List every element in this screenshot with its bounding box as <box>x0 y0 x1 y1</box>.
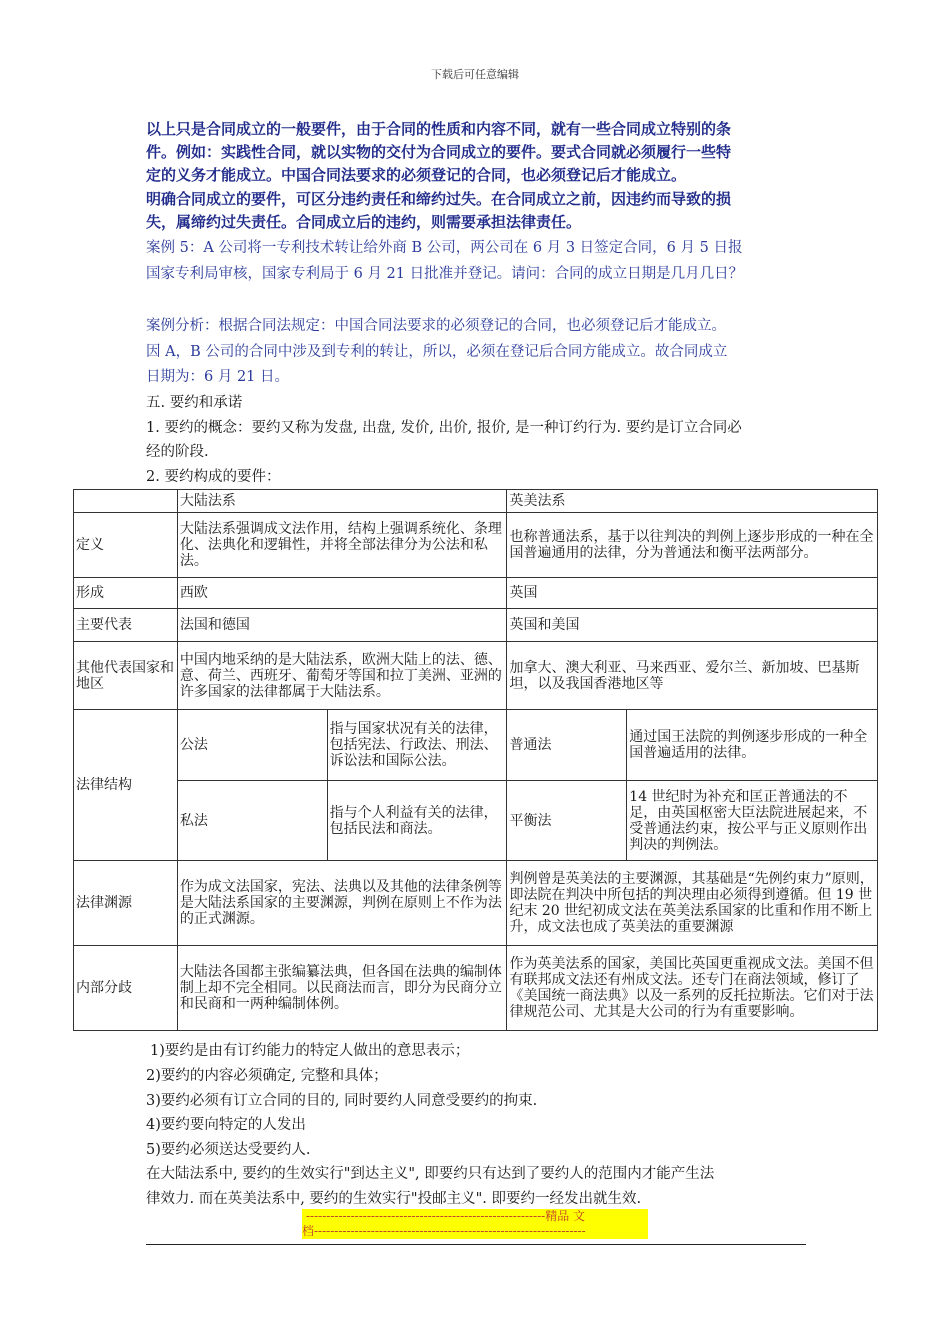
closing-line-1: 在大陆法系中, 要约的生效实行"到达主义", 即要约只有达到了要约人的范围内才能产生法 <box>146 1166 715 1182</box>
row-label-formation: 形成 <box>74 578 178 609</box>
analysis-line-2: 因 A，B 公司的合同中涉及到专利的转让，所以，必须在登记后合同方能成立。故合同成立 <box>146 344 728 360</box>
intro-line-3: 定的义务才能成立。中国合同法要求的必须登记的合同，也必须登记后才能成立。 <box>146 166 687 184</box>
definition-anglo: 也称普通法系，基于以往判决的判例上逐步形成的一种在全国普遍通用的法律，分为普通法和衡平法两部分。 <box>507 513 878 578</box>
analysis-line-1: 案例分析：根据合同法规定：中国合同法要求的必须登记的合同，也必须登记后才能成立。 <box>146 318 726 334</box>
item2: 2. 要约构成的要件： <box>146 469 281 485</box>
item1-line-1: 1. 要约的概念：要约又称为发盘, 出盘, 发价, 出价, 报价, 是一种订约行为. 要约是订立合同必 <box>146 420 742 436</box>
common-law-label: 普通法 <box>507 710 627 781</box>
closing-line-2: 律效力. 而在英美法系中, 要约的生效实行"投邮主义". 即要约一经发出就生效. <box>146 1191 642 1207</box>
table-row <box>74 490 878 513</box>
analysis-line-3: 日期为：6 月 21 日。 <box>146 369 290 385</box>
equity-desc: 14 世纪时为补充和匡正普通法的不足，由英国枢密大臣法院进展起来，不受普通法约束，按公平与正义原则作出判决的判例法。 <box>627 781 878 861</box>
table-row <box>74 946 878 1031</box>
row-label-divergence: 内部分歧 <box>74 946 178 1031</box>
intro-line-1: 以上只是合同成立的一般要件，由于合同的性质和内容不同，就有一些合同成立特别的条 <box>146 120 732 138</box>
divergence-anglo: 作为英美法系的国家，美国比英国更重视成文法。美国不但有联邦成文法还有州成文法。还专门在商法领域，修订了《美国统一商法典》以及一系列的反托拉斯法。它们对于法律规范公司、尤其是大公司的行为有重要影响。 <box>507 946 878 1031</box>
table-row <box>74 710 878 781</box>
private-law-label: 私法 <box>177 781 327 861</box>
row-label-definition: 定义 <box>74 513 178 578</box>
header-continental: 大陆法系 <box>177 490 507 513</box>
header-anglo: 英美法系 <box>507 490 878 513</box>
table-row <box>74 781 878 861</box>
divergence-continental: 大陆法各国都主张编纂法典，但各国在法典的编制体制上却不完全相同。以民商法而言，即分为民商分立和民商和一两种编制体例。 <box>177 946 507 1031</box>
footer-line-1: -----------------------------------------------------------精品 文 <box>306 1209 586 1223</box>
row-label-representatives: 主要代表 <box>74 609 178 642</box>
footer-divider <box>146 1244 806 1245</box>
public-law-label: 公法 <box>177 710 327 781</box>
row-label-other-countries: 其他代表国家和地区 <box>74 642 178 710</box>
intro-line-5: 失，属缔约过失责任。合同成立后的违约，则需要承担法律责任。 <box>146 213 582 231</box>
other-continental: 中国内地采纳的是大陆法系，欧洲大陆上的法、德、意、荷兰、西班牙、葡萄牙等国和拉丁美洲、亚洲的许多国家的法律都属于大陆法系。 <box>177 642 507 710</box>
formation-continental: 西欧 <box>177 578 507 609</box>
requirement-4: 4)要约要向特定的人发出 <box>146 1117 306 1133</box>
table-row <box>74 609 878 642</box>
table-row <box>74 513 878 578</box>
intro-line-4: 明确合同成立的要件，可区分违约责任和缔约过失。在合同成立之前，因违约而导致的损 <box>146 190 732 208</box>
case5-line-1: 案例 5：A 公司将一专利技术转让给外商 B 公司，两公司在 6 月 3 日签定合同，6 月 5 日报 <box>146 240 743 256</box>
item1-line-2: 经的阶段. <box>146 444 209 460</box>
footer-line-2: 档------------------------------------------------------------------- <box>302 1224 586 1238</box>
representatives-continental: 法国和德国 <box>177 609 507 642</box>
equity-label: 平衡法 <box>507 781 627 861</box>
other-anglo: 加拿大、澳大利亚、马来西亚、爱尔兰、新加坡、巴基斯坦，以及我国香港地区等 <box>507 642 878 710</box>
footer-banner <box>302 1209 648 1239</box>
requirement-1: 1)要约是由有订约能力的特定人做出的意思表示； <box>150 1043 470 1059</box>
law-system-table <box>73 489 878 1031</box>
section-title: 五. 要约和承诺 <box>146 395 243 411</box>
page-header: 下载后可任意编辑 <box>431 68 519 81</box>
intro-line-2: 件。例如：实践性合同，就以实物的交付为合同成立的要件。要式合同就必须履行一些特 <box>146 143 732 161</box>
table-row <box>74 642 878 710</box>
requirement-2: 2)要约的内容必须确定, 完整和具体； <box>146 1068 388 1084</box>
case5-line-2: 国家专利局审核，国家专利局于 6 月 21 日批准并登记。请问：合同的成立日期是几月几日？ <box>146 266 744 282</box>
common-law-desc: 通过国王法院的判例逐步形成的一种全国普遍适用的法律。 <box>627 710 878 781</box>
definition-continental: 大陆法系强调成文法作用，结构上强调系统化、条理化、法典化和逻辑性，并将全部法律分为公法和私法。 <box>177 513 507 578</box>
public-law-desc: 指与国家状况有关的法律，包括宪法、行政法、刑法、诉讼法和国际公法。 <box>327 710 507 781</box>
table-corner <box>74 490 178 513</box>
source-continental: 作为成文法国家，宪法、法典以及其他的法律条例等是大陆法系国家的主要渊源，判例在原则上不作为法的正式渊源。 <box>177 861 507 946</box>
representatives-anglo: 英国和美国 <box>507 609 878 642</box>
formation-anglo: 英国 <box>507 578 878 609</box>
table-row <box>74 578 878 609</box>
private-law-desc: 指与个人利益有关的法律，包括民法和商法。 <box>327 781 507 861</box>
source-anglo: 判例曾是英美法的主要渊源，其基础是“先例约束力”原则，即法院在判决中所包括的判决理由必须得到遵循。但 19 世纪末 20 世纪初成文法在英美法系国家的比重和作用不断上升，成文法也成了英美法的重要渊源 <box>507 861 878 946</box>
row-label-source: 法律渊源 <box>74 861 178 946</box>
requirement-5: 5)要约必须送达受要约人. <box>146 1142 311 1158</box>
row-label-structure: 法律结构 <box>74 710 178 861</box>
table-row <box>74 861 878 946</box>
requirement-3: 3)要约必须有订立合同的目的, 同时要约人同意受要约的拘束. <box>146 1093 538 1109</box>
